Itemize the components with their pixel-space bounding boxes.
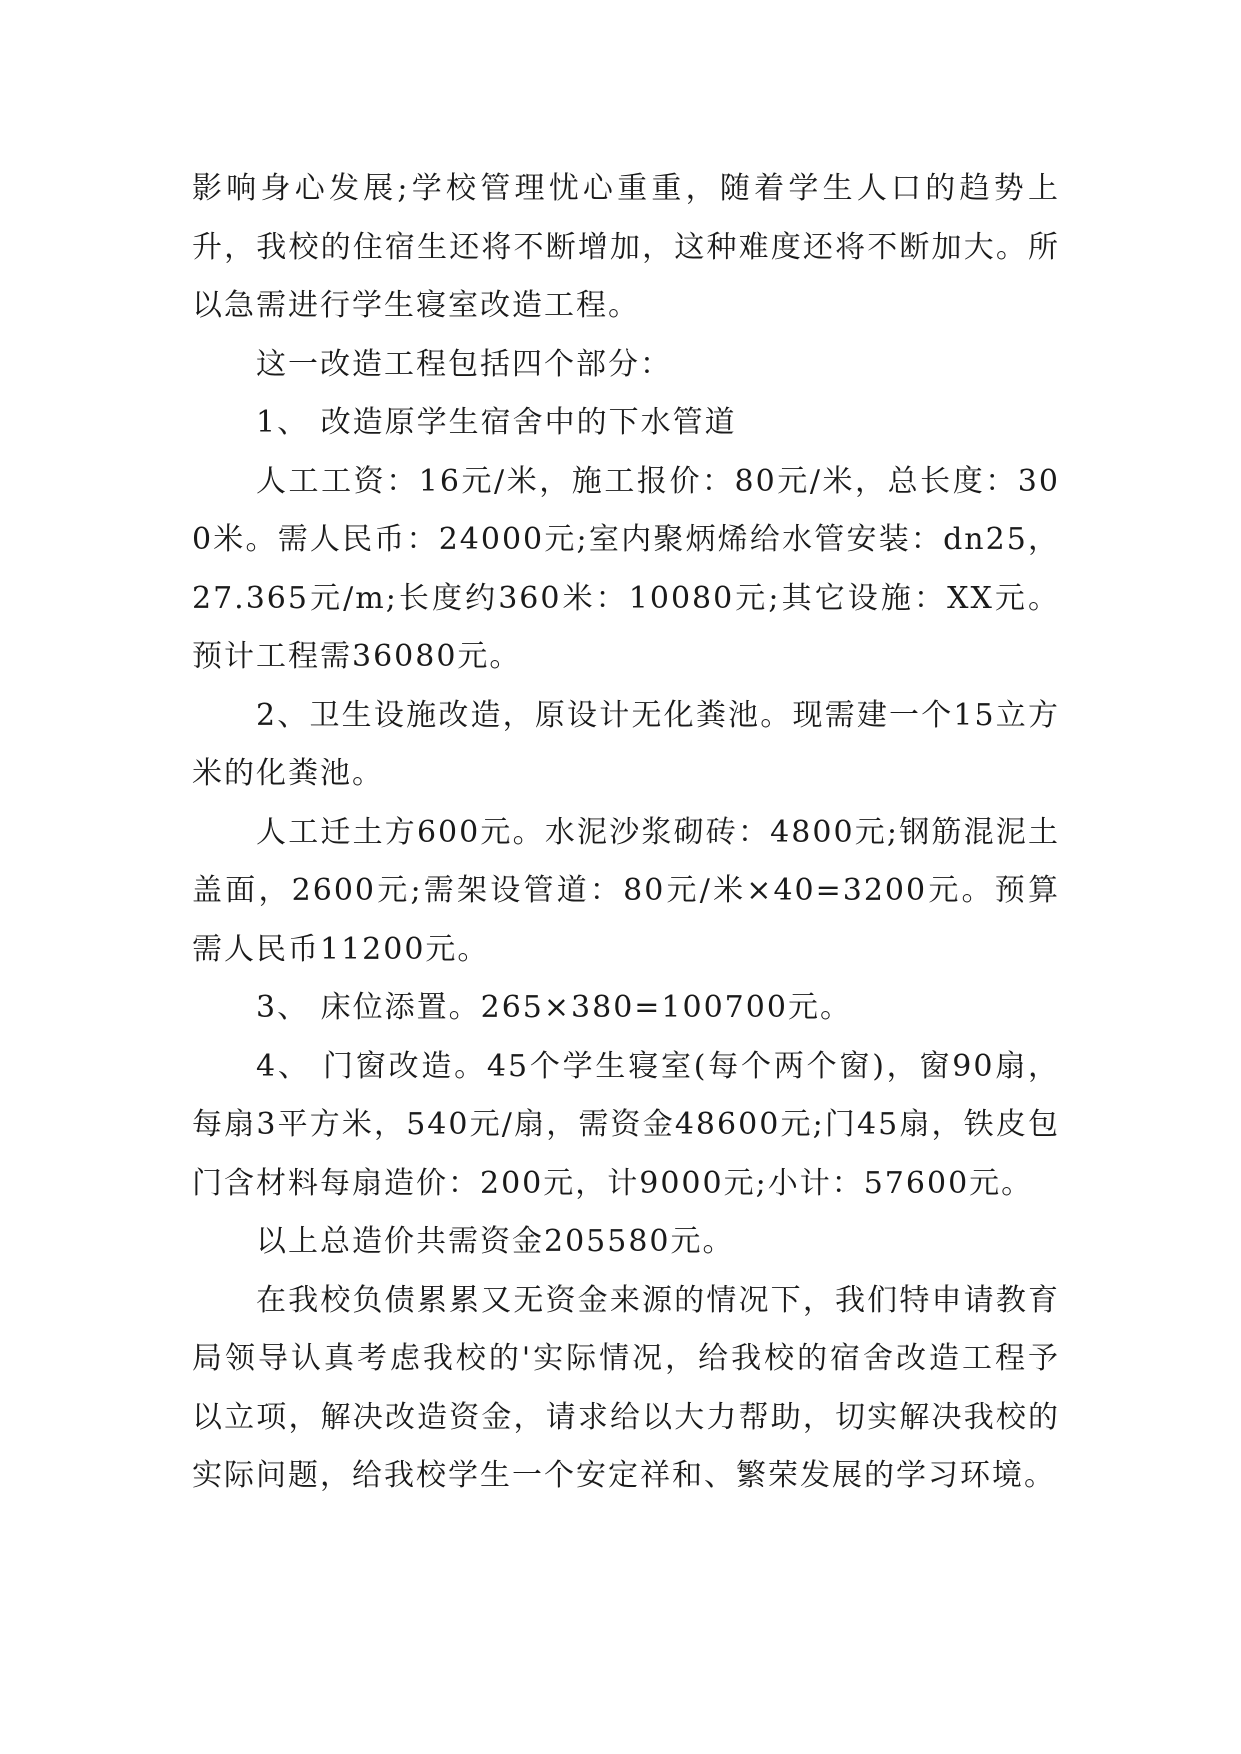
paragraph-item-2-heading: 2、卫生设施改造，原设计无化粪池。现需建一个15立方米的化粪池。 [192, 697, 1060, 791]
paragraph-total-cost: 以上总造价共需资金205580元。 [256, 1224, 735, 1259]
paragraph-item-4: 4、 门窗改造。45个学生寝室(每个两个窗)，窗90扇，每扇3平方米，540元/扇，需资金48600元;门45扇，铁皮包门含材料每扇造价：200元，计9000元;小计：57600元。 [192, 1048, 1060, 1201]
paragraph-item-1-heading: 1、 改造原学生宿舍中的下水管道 [256, 405, 737, 440]
paragraph-request: 在我校负债累累又无资金来源的情况下，我们特申请教育局领导认真考虑我校的'实际情况，给我校的宿舍改造工程予以立项，解决改造资金，请求给以大力帮助，切实解决我校的实际问题，给我校学生一个安定祥和、繁荣发展的学习环境。 [192, 1282, 1060, 1493]
paragraph-four-parts: 这一改造工程包括四个部分： [256, 346, 672, 382]
paragraph-item-2-costs: 人工迁土方600元。水泥沙浆砌砖：4800元;钢筋混泥土盖面，2600元;需架设管道：80元/米×40=3200元。预算需人民币11200元。 [192, 814, 1060, 967]
document-body [192, 160, 1060, 1506]
paragraph-item-3: 3、 床位添置。265×380=100700元。 [256, 990, 852, 1025]
paragraph-item-1-costs: 人工工资：16元/米，施工报价：80元/米，总长度：300米。需人民币：24000元;室内聚炳烯给水管安装：dn25，27.365元/m;长度约360米：10080元;其它设施：XX元。预计工程需36080元。 [192, 463, 1060, 674]
paragraph-intro-continuation: 影响身心发展;学校管理忧心重重，随着学生人口的趋势上升，我校的住宿生还将不断增加，这种难度还将不断加大。所以急需进行学生寝室改造工程。 [192, 171, 1060, 323]
